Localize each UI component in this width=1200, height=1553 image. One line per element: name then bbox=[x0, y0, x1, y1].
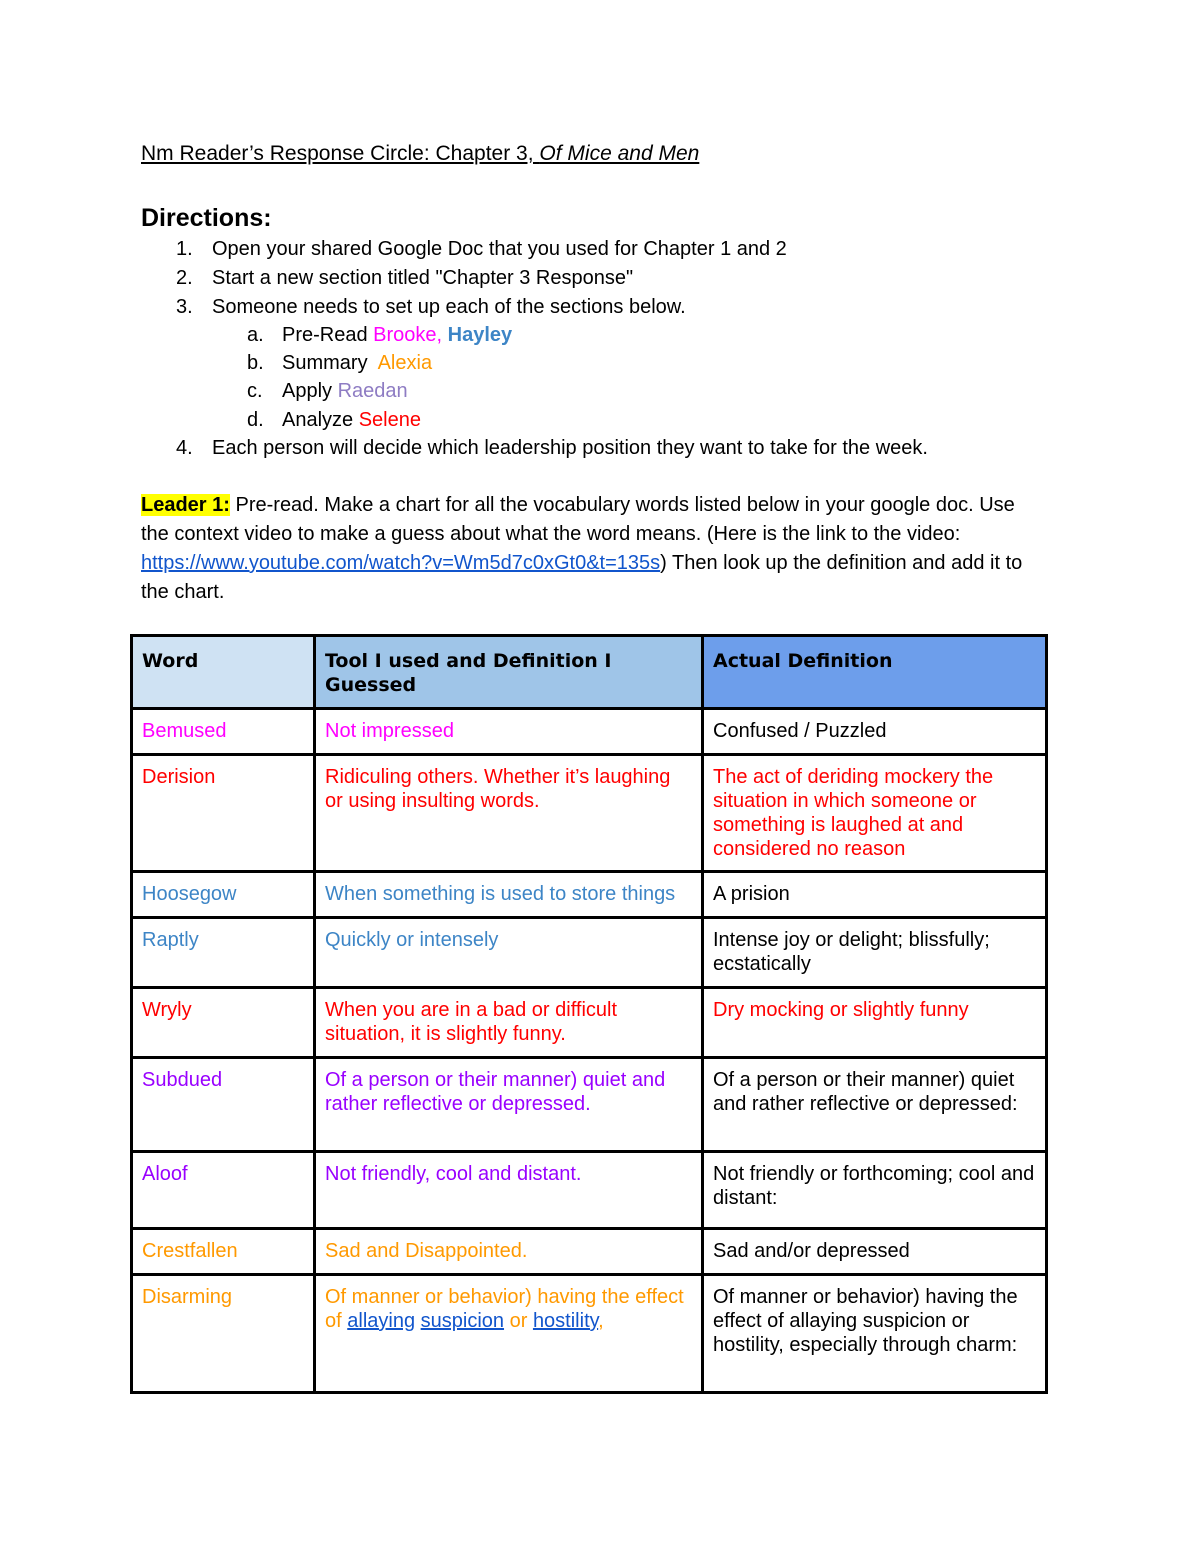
actual-cell: Of a person or their manner) quiet and rather reflective or depressed: bbox=[703, 1058, 1047, 1152]
word-cell: Bemused bbox=[132, 709, 315, 755]
actual-cell: Confused / Puzzled bbox=[703, 709, 1047, 755]
student-name: Alexia bbox=[377, 352, 433, 374]
guess-cell bbox=[315, 1275, 703, 1393]
guess-cell: Sad and Disappointed. bbox=[315, 1229, 703, 1275]
actual-cell: Sad and/or depressed bbox=[703, 1229, 1047, 1275]
word-cell: Derision bbox=[132, 755, 315, 872]
suspicion-link[interactable]: suspicion bbox=[420, 1310, 505, 1332]
table-row bbox=[132, 872, 1047, 918]
leader1-text: Pre-read. Make a chart for all the vocabulary words listed below in your google doc. Use the context video to make a guess about what the word means. (Here is the link to the video: bbox=[141, 494, 1015, 545]
student-name: Selene bbox=[358, 409, 421, 431]
leader1-text-end: ) Then look up the definition and add it to the chart. bbox=[141, 552, 1023, 603]
actual-cell: The act of deriding mockery the situation in which someone or something is laughed at and considered no reason bbox=[703, 755, 1047, 872]
guess-text-end: , bbox=[598, 1310, 604, 1332]
actual-cell: Of manner or behavior) having the effect of allaying suspicion or hostility, especially through charm: bbox=[703, 1275, 1047, 1393]
guess-cell: Not impressed bbox=[315, 709, 703, 755]
guess-cell: Quickly or intensely bbox=[315, 918, 703, 988]
guess-cell: When you are in a bad or difficult situation, it is slightly funny. bbox=[315, 988, 703, 1058]
word-cell: Aloof bbox=[132, 1152, 315, 1229]
section-name: Apply bbox=[282, 380, 333, 402]
student-name: Brooke, bbox=[373, 324, 443, 346]
table-row bbox=[132, 709, 1047, 755]
hostility-link[interactable]: hostility bbox=[532, 1310, 599, 1332]
sublist-item-summary bbox=[282, 352, 432, 375]
word-cell: Subdued bbox=[132, 1058, 315, 1152]
allaying-link[interactable]: allaying bbox=[347, 1310, 416, 1332]
list-item: Someone needs to set up each of the sections below. bbox=[212, 296, 686, 318]
table-row bbox=[132, 1229, 1047, 1275]
sublist-item-analyze bbox=[282, 409, 421, 432]
sublist-letter: d. bbox=[247, 409, 264, 431]
guess-cell: Of a person or their manner) quiet and rather reflective or depressed. bbox=[315, 1058, 703, 1152]
document-title bbox=[141, 142, 699, 166]
directions-heading: Directions: bbox=[141, 204, 272, 232]
table-row bbox=[132, 918, 1047, 988]
list-item: Start a new section titled "Chapter 3 Response" bbox=[212, 267, 634, 289]
video-link[interactable]: https://www.youtube.com/watch?v=Wm5d7c0xGt0&t=135s bbox=[141, 552, 661, 574]
sublist-letter: a. bbox=[247, 324, 264, 346]
guess-cell: Not friendly, cool and distant. bbox=[315, 1152, 703, 1229]
list-item: Each person will decide which leadership position they want to take for the week. bbox=[212, 437, 928, 459]
table-row bbox=[132, 755, 1047, 872]
actual-cell: Not friendly or forthcoming; cool and distant: bbox=[703, 1152, 1047, 1229]
list-item: Open your shared Google Doc that you used for Chapter 1 and 2 bbox=[212, 238, 787, 260]
section-name: Pre-Read bbox=[282, 324, 368, 346]
guess-text: Of manner or behavior) having the effect of bbox=[325, 1286, 684, 1332]
table-row bbox=[132, 1058, 1047, 1152]
title-book: Of Mice and Men bbox=[539, 142, 700, 165]
list-number: 4. bbox=[176, 437, 193, 459]
sublist-item-preread bbox=[282, 324, 512, 347]
list-number: 2. bbox=[176, 267, 193, 289]
word-cell: Hoosegow bbox=[132, 872, 315, 918]
actual-cell: A prision bbox=[703, 872, 1047, 918]
guess-text-mid: or bbox=[504, 1310, 533, 1332]
list-number: 1. bbox=[176, 238, 193, 260]
sublist-item-apply bbox=[282, 380, 408, 403]
section-name: Summary bbox=[282, 352, 368, 374]
word-cell: Wryly bbox=[132, 988, 315, 1058]
vocabulary-table bbox=[130, 634, 1048, 1394]
table-row bbox=[132, 1152, 1047, 1229]
word-cell: Raptly bbox=[132, 918, 315, 988]
table-header-row bbox=[132, 636, 1047, 709]
actual-cell: Dry mocking or slightly funny bbox=[703, 988, 1047, 1058]
leader1-paragraph bbox=[141, 491, 1046, 607]
leader1-label: Leader 1: bbox=[141, 494, 230, 516]
header-guess: Tool I used and Definition I Guessed bbox=[315, 636, 703, 709]
student-name: Raedan bbox=[337, 380, 408, 402]
actual-cell: Intense joy or delight; blissfully; ecstatically bbox=[703, 918, 1047, 988]
word-cell: Disarming bbox=[132, 1275, 315, 1393]
list-number: 3. bbox=[176, 296, 193, 318]
guess-cell: When something is used to store things bbox=[315, 872, 703, 918]
table-row bbox=[132, 1275, 1047, 1393]
title-main: Nm Reader’s Response Circle: Chapter 3, bbox=[141, 142, 540, 165]
header-actual: Actual Definition bbox=[703, 636, 1047, 709]
sublist-letter: c. bbox=[247, 380, 263, 402]
guess-cell: Ridiculing others. Whether it’s laughing or using insulting words. bbox=[315, 755, 703, 872]
student-name: Hayley bbox=[447, 324, 513, 346]
sublist-letter: b. bbox=[247, 352, 264, 374]
section-name: Analyze bbox=[282, 409, 354, 431]
header-word: Word bbox=[132, 636, 315, 709]
word-cell: Crestfallen bbox=[132, 1229, 315, 1275]
table-row bbox=[132, 988, 1047, 1058]
